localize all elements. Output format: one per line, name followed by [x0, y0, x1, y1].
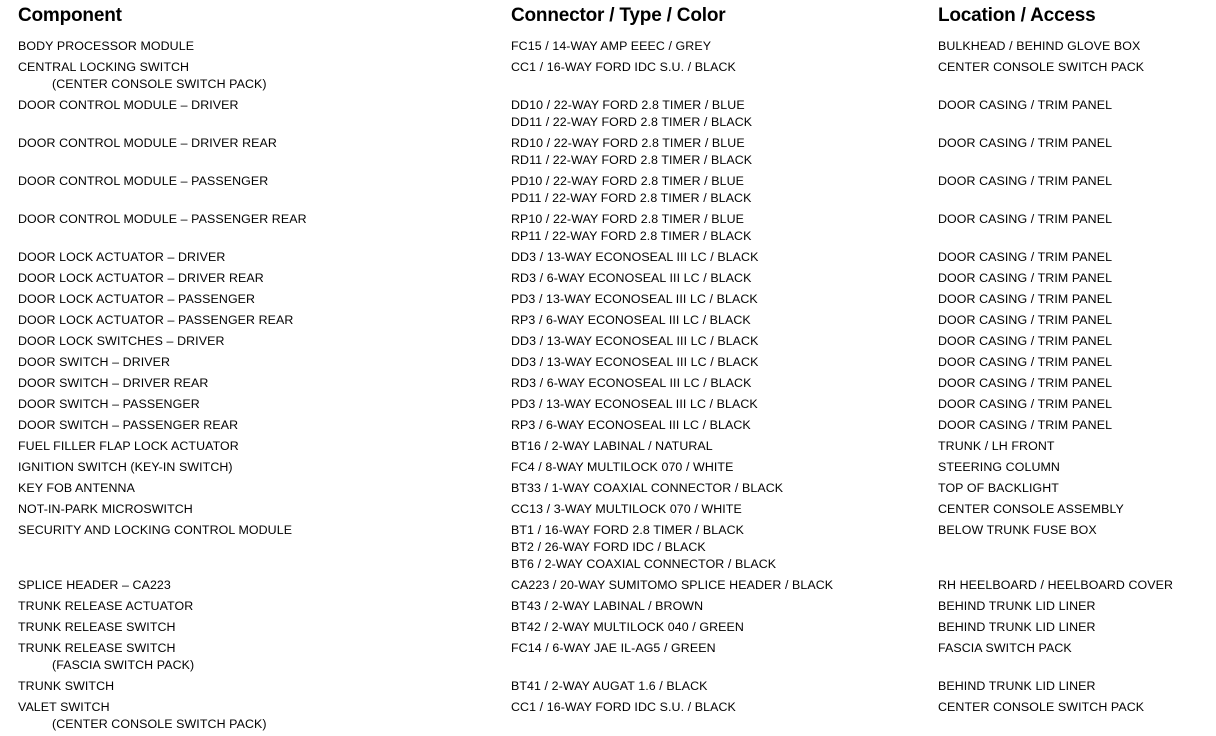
location-cell-line: DOOR CASING / TRIM PANEL — [938, 355, 1113, 369]
location-cell — [938, 59, 1144, 76]
component-cell — [18, 438, 239, 455]
connector-cell — [511, 270, 751, 287]
location-cell — [938, 501, 1124, 518]
component-cell-line: (CENTER CONSOLE SWITCH PACK) — [52, 717, 267, 731]
connector-cell — [511, 135, 752, 169]
component-cell-line: SPLICE HEADER – CA223 — [18, 578, 171, 592]
location-cell-line: BULKHEAD / BEHIND GLOVE BOX — [938, 39, 1141, 53]
connector-cell — [511, 333, 758, 350]
connector-cell-line: DD3 / 13-WAY ECONOSEAL III LC / BLACK — [511, 250, 759, 264]
connector-cell-line: BT43 / 2-WAY LABINAL / BROWN — [511, 599, 704, 613]
location-cell — [938, 396, 1112, 413]
component-cell — [18, 640, 194, 674]
location-cell — [938, 173, 1112, 190]
location-cell — [938, 249, 1112, 266]
connector-cell-line: PD3 / 13-WAY ECONOSEAL III LC / BLACK — [511, 292, 758, 306]
location-cell-line: TRUNK / LH FRONT — [938, 439, 1055, 453]
component-cell — [18, 333, 225, 350]
component-cell-line: KEY FOB ANTENNA — [18, 481, 135, 495]
component-cell-line: CENTRAL LOCKING SWITCH — [18, 60, 190, 74]
connector-cell-line: PD11 / 22-WAY FORD 2.8 TIMER / BLACK — [511, 191, 752, 205]
component-cell-line: DOOR SWITCH – PASSENGER — [18, 397, 200, 411]
connector-cell-line: BT1 / 16-WAY FORD 2.8 TIMER / BLACK — [511, 523, 745, 537]
connector-cell — [511, 173, 751, 207]
location-cell-line: CENTER CONSOLE SWITCH PACK — [938, 700, 1145, 714]
connector-cell — [511, 354, 758, 371]
location-cell-line: DOOR CASING / TRIM PANEL — [938, 136, 1113, 150]
location-cell-line: DOOR CASING / TRIM PANEL — [938, 334, 1113, 348]
component-cell-line: BODY PROCESSOR MODULE — [18, 39, 195, 53]
location-cell — [938, 438, 1055, 455]
component-cell-line: TRUNK SWITCH — [18, 679, 115, 693]
location-cell-line: DOOR CASING / TRIM PANEL — [938, 98, 1113, 112]
connector-cell — [511, 459, 733, 476]
location-cell — [938, 375, 1112, 392]
component-cell — [18, 135, 277, 152]
component-cell — [18, 522, 292, 539]
connector-cell-line: DD10 / 22-WAY FORD 2.8 TIMER / BLUE — [511, 98, 745, 112]
component-cell-line: (CENTER CONSOLE SWITCH PACK) — [52, 77, 267, 91]
connector-cell — [511, 640, 716, 657]
connector-cell — [511, 480, 783, 497]
component-cell-line: SECURITY AND LOCKING CONTROL MODULE — [18, 523, 293, 537]
location-cell — [938, 333, 1112, 350]
location-cell-line: BEHIND TRUNK LID LINER — [938, 620, 1096, 634]
connector-cell-line: BT33 / 1-WAY COAXIAL CONNECTOR / BLACK — [511, 481, 784, 495]
location-cell — [938, 38, 1140, 55]
connector-cell — [511, 211, 751, 245]
component-cell-line: DOOR SWITCH – DRIVER REAR — [18, 376, 209, 390]
location-cell — [938, 678, 1096, 695]
component-cell-line: DOOR SWITCH – DRIVER — [18, 355, 171, 369]
component-cell-line: TRUNK RELEASE SWITCH — [18, 641, 176, 655]
header-component: Component — [18, 5, 122, 26]
connector-cell-line: RD10 / 22-WAY FORD 2.8 TIMER / BLUE — [511, 136, 745, 150]
connector-cell — [511, 699, 736, 716]
component-cell — [18, 501, 193, 518]
location-cell-line: FASCIA SWITCH PACK — [938, 641, 1072, 655]
location-cell-line: CENTER CONSOLE ASSEMBLY — [938, 502, 1124, 516]
connector-cell-line: RD11 / 22-WAY FORD 2.8 TIMER / BLACK — [511, 153, 753, 167]
connector-cell-line: FC14 / 6-WAY JAE IL-AG5 / GREEN — [511, 641, 716, 655]
component-cell — [18, 354, 170, 371]
location-cell — [938, 640, 1072, 657]
connector-cell-line: BT2 / 26-WAY FORD IDC / BLACK — [511, 540, 706, 554]
location-cell-line: DOOR CASING / TRIM PANEL — [938, 376, 1113, 390]
component-cell-line: DOOR LOCK SWITCHES – DRIVER — [18, 334, 225, 348]
connector-cell-line: CC13 / 3-WAY MULTILOCK 070 / WHITE — [511, 502, 742, 516]
connector-cell-line: RD3 / 6-WAY ECONOSEAL III LC / BLACK — [511, 376, 752, 390]
location-cell-line: CENTER CONSOLE SWITCH PACK — [938, 60, 1145, 74]
component-cell — [18, 173, 268, 190]
component-cell-line: DOOR SWITCH – PASSENGER REAR — [18, 418, 239, 432]
connector-cell-line: RP3 / 6-WAY ECONOSEAL III LC / BLACK — [511, 313, 751, 327]
component-cell — [18, 249, 225, 266]
location-cell-line: BELOW TRUNK FUSE BOX — [938, 523, 1097, 537]
location-cell — [938, 135, 1112, 152]
component-cell — [18, 417, 238, 434]
location-cell — [938, 417, 1112, 434]
component-cell — [18, 459, 233, 476]
component-cell-line: VALET SWITCH — [18, 700, 110, 714]
connector-cell-line: FC4 / 8-WAY MULTILOCK 070 / WHITE — [511, 460, 734, 474]
component-cell — [18, 97, 239, 114]
location-cell-line: DOOR CASING / TRIM PANEL — [938, 271, 1113, 285]
header-connector: Connector / Type / Color — [511, 5, 726, 26]
location-cell-line: DOOR CASING / TRIM PANEL — [938, 174, 1113, 188]
connector-cell — [511, 291, 758, 308]
component-cell — [18, 375, 208, 392]
component-cell-line: FUEL FILLER FLAP LOCK ACTUATOR — [18, 439, 239, 453]
connector-cell — [511, 312, 751, 329]
connector-cell-line: BT41 / 2-WAY AUGAT 1.6 / BLACK — [511, 679, 708, 693]
connector-cell-line: BT42 / 2-WAY MULTILOCK 040 / GREEN — [511, 620, 744, 634]
connector-cell-line: PD3 / 13-WAY ECONOSEAL III LC / BLACK — [511, 397, 758, 411]
location-cell — [938, 577, 1173, 594]
location-cell — [938, 480, 1059, 497]
component-cell-line: DOOR CONTROL MODULE – DRIVER REAR — [18, 136, 277, 150]
location-cell — [938, 211, 1112, 228]
connector-cell — [511, 396, 758, 413]
connector-cell — [511, 59, 736, 76]
location-cell-line: DOOR CASING / TRIM PANEL — [938, 313, 1113, 327]
component-cell — [18, 396, 200, 413]
connector-cell-line: PD10 / 22-WAY FORD 2.8 TIMER / BLUE — [511, 174, 745, 188]
connector-cell — [511, 438, 713, 455]
component-cell — [18, 38, 194, 55]
connector-cell — [511, 501, 742, 518]
component-cell — [18, 480, 135, 497]
location-cell-line: DOOR CASING / TRIM PANEL — [938, 292, 1113, 306]
connector-cell — [511, 38, 711, 55]
header-location: Location / Access — [938, 5, 1096, 26]
location-cell — [938, 270, 1112, 287]
component-cell-line: DOOR LOCK ACTUATOR – PASSENGER REAR — [18, 313, 294, 327]
connector-cell-line: CA223 / 20-WAY SUMITOMO SPLICE HEADER / BLACK — [511, 578, 834, 592]
connector-cell-line: CC1 / 16-WAY FORD IDC S.U. / BLACK — [511, 700, 736, 714]
connector-cell — [511, 375, 751, 392]
location-cell — [938, 97, 1112, 114]
component-cell-line: DOOR LOCK ACTUATOR – PASSENGER — [18, 292, 256, 306]
component-cell-line: TRUNK RELEASE ACTUATOR — [18, 599, 194, 613]
connector-cell-line: CC1 / 16-WAY FORD IDC S.U. / BLACK — [511, 60, 736, 74]
connector-cell — [511, 619, 744, 636]
location-cell — [938, 459, 1060, 476]
component-cell — [18, 270, 264, 287]
component-cell — [18, 312, 293, 329]
connector-cell-line: RD3 / 6-WAY ECONOSEAL III LC / BLACK — [511, 271, 752, 285]
location-cell-line: DOOR CASING / TRIM PANEL — [938, 212, 1113, 226]
connector-cell — [511, 522, 776, 573]
component-cell — [18, 598, 193, 615]
connector-cell-line: RP3 / 6-WAY ECONOSEAL III LC / BLACK — [511, 418, 751, 432]
location-cell — [938, 699, 1144, 716]
connector-cell — [511, 417, 751, 434]
location-cell-line: DOOR CASING / TRIM PANEL — [938, 250, 1113, 264]
connector-cell — [511, 678, 708, 695]
connector-cell-line: RP10 / 22-WAY FORD 2.8 TIMER / BLUE — [511, 212, 745, 226]
component-cell — [18, 699, 267, 733]
location-cell-line: DOOR CASING / TRIM PANEL — [938, 397, 1113, 411]
connector-cell-line: DD3 / 13-WAY ECONOSEAL III LC / BLACK — [511, 355, 759, 369]
location-cell-line: BEHIND TRUNK LID LINER — [938, 679, 1096, 693]
location-cell-line: STEERING COLUMN — [938, 460, 1060, 474]
connector-cell-line: BT16 / 2-WAY LABINAL / NATURAL — [511, 439, 713, 453]
location-cell — [938, 291, 1112, 308]
component-cell — [18, 59, 267, 93]
connector-cell-line: DD11 / 22-WAY FORD 2.8 TIMER / BLACK — [511, 115, 753, 129]
connector-cell-line: DD3 / 13-WAY ECONOSEAL III LC / BLACK — [511, 334, 759, 348]
component-cell-line: DOOR LOCK ACTUATOR – DRIVER — [18, 250, 226, 264]
component-cell-line: DOOR CONTROL MODULE – DRIVER — [18, 98, 239, 112]
location-cell — [938, 354, 1112, 371]
location-cell-line: DOOR CASING / TRIM PANEL — [938, 418, 1113, 432]
connector-cell — [511, 598, 703, 615]
location-cell-line: RH HEELBOARD / HEELBOARD COVER — [938, 578, 1174, 592]
location-cell — [938, 619, 1096, 636]
connector-cell — [511, 577, 833, 594]
component-cell-line: NOT-IN-PARK MICROSWITCH — [18, 502, 193, 516]
connector-cell-line: BT6 / 2-WAY COAXIAL CONNECTOR / BLACK — [511, 557, 777, 571]
location-cell — [938, 522, 1097, 539]
connector-cell-line: RP11 / 22-WAY FORD 2.8 TIMER / BLACK — [511, 229, 752, 243]
component-cell — [18, 678, 114, 695]
component-cell — [18, 619, 176, 636]
component-cell — [18, 211, 307, 228]
component-cell-line: (FASCIA SWITCH PACK) — [52, 658, 195, 672]
component-cell — [18, 577, 171, 594]
component-cell — [18, 291, 255, 308]
location-cell — [938, 312, 1112, 329]
location-cell-line: TOP OF BACKLIGHT — [938, 481, 1059, 495]
component-cell-line: DOOR CONTROL MODULE – PASSENGER — [18, 174, 269, 188]
component-cell-line: TRUNK RELEASE SWITCH — [18, 620, 176, 634]
connector-cell — [511, 97, 752, 131]
component-cell-line: DOOR LOCK ACTUATOR – DRIVER REAR — [18, 271, 264, 285]
location-cell-line: BEHIND TRUNK LID LINER — [938, 599, 1096, 613]
connector-cell — [511, 249, 758, 266]
connector-cell-line: FC15 / 14-WAY AMP EEEC / GREY — [511, 39, 712, 53]
location-cell — [938, 598, 1096, 615]
component-cell-line: DOOR CONTROL MODULE – PASSENGER REAR — [18, 212, 307, 226]
component-cell-line: IGNITION SWITCH (KEY-IN SWITCH) — [18, 460, 233, 474]
